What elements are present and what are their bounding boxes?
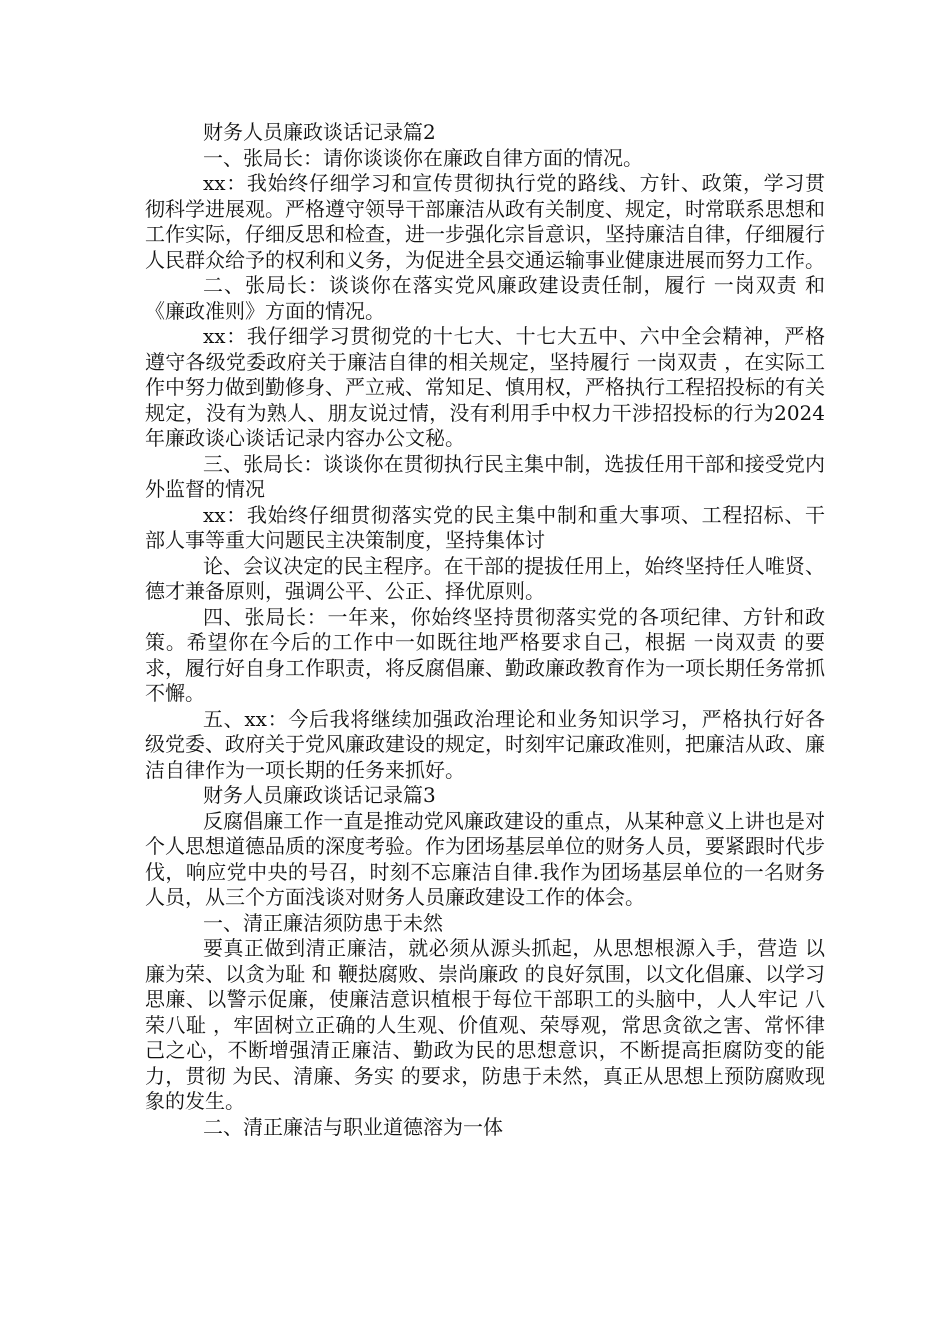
answer-5: 五、xx：今后我将继续加强政治理论和业务知识学习，严格执行好各级党委、政府关于党风廉政建设的规定，时刻牢记廉政准则，把廉洁从政、廉洁自律作为一项长期的任务来抓好。 — [145, 706, 825, 782]
question-1: 一、张局长：请你谈谈你在廉政自律方面的情况。 — [203, 145, 643, 170]
answer-3-part-1: xx：我始终仔细贯彻落实党的民主集中制和重大事项、工程招标、干部人事等重大问题民主决策制度，坚持集体讨 — [145, 502, 825, 552]
intro-paragraph: 反腐倡廉工作一直是推动党风廉政建设的重点，从某种意义上讲也是对个人思想道德品质的深度考验。作为团场基层单位的财务人员，要紧跟时代步伐，响应党中央的号召，时刻不忘廉洁自律.我作为团场基层单位的一名财务人员，从三个方面浅谈对财务人员廉政建设工作的体会。 — [145, 808, 825, 909]
answer-1: xx：我始终仔细学习和宣传贯彻执行党的路线、方针、政策，学习贯彻科学进展观。严格遵守领导干部廉洁从政有关制度、规定，时常联系思想和工作实际，仔细反思和检查，进一步强化宗旨意识，坚持廉洁自律，仔细履行人民群众给予的权利和义务，为促进全县交通运输事业健康进展而努力工作。 — [145, 171, 825, 272]
question-2: 二、张局长：谈谈你在落实党风廉政建设责任制，履行 一岗双责 和《廉政准则》方面的情况。 — [145, 273, 825, 323]
answer-3-part-2: 论、会议决定的民主程序。在干部的提拔任用上，始终坚持任人唯贤、德才兼备原则，强调公平、公正、择优原则。 — [145, 553, 825, 603]
question-3: 三、张局长：谈谈你在贯彻执行民主集中制，选拔任用干部和接受党内外监督的情况 — [145, 451, 825, 501]
section-title-2: 财务人员廉政谈话记录篇2 — [203, 120, 436, 144]
document-body — [145, 120, 825, 1140]
heading-2: 二、清正廉洁与职业道德溶为一体 — [203, 1114, 503, 1139]
heading-1: 一、清正廉洁须防患于未然 — [203, 910, 443, 935]
question-4: 四、张局长：一年来，你始终坚持贯彻落实党的各项纪律、方针和政策。希望你在今后的工作中一如既往地严格要求自己，根据 一岗双责 的要求，履行好自身工作职责，将反腐倡廉、勤政廉政教育作为一项长期任务常抓不懈。 — [145, 604, 825, 705]
section-title-3: 财务人员廉政谈话记录篇3 — [203, 783, 436, 807]
answer-2: xx：我仔细学习贯彻党的十七大、十七大五中、六中全会精神，严格遵守各级党委政府关于廉洁自律的相关规定，坚持履行 一岗双责 ，在实际工作中努力做到勤修身、严立戒、常知足、慎用权，严格执行工程招投标的有关规定，没有为熟人、朋友说过情，没有利用手中权力干涉招投标的行为2024年廉政谈心谈话记录内容办公文秘。 — [145, 324, 825, 450]
body-paragraph-1: 要真正做到清正廉洁，就必须从源头抓起，从思想根源入手，营造 以廉为荣、以贪为耻 和 鞭挞腐败、崇尚廉政 的良好氛围，以文化倡廉、以学习思廉、以警示促廉，使廉洁意识植根于每位干部职工的头脑中，人人牢记 八荣八耻 ，牢固树立正确的人生观、价值观、荣辱观，常思贪欲之害、常怀律己之心，不断增强清正廉洁、勤政为民的思想意识，不断提高拒腐防变的能力，贯彻 为民、清廉、务实 的要求，防患于未然，真正从思想上预防腐败现象的发生。 — [145, 936, 825, 1113]
